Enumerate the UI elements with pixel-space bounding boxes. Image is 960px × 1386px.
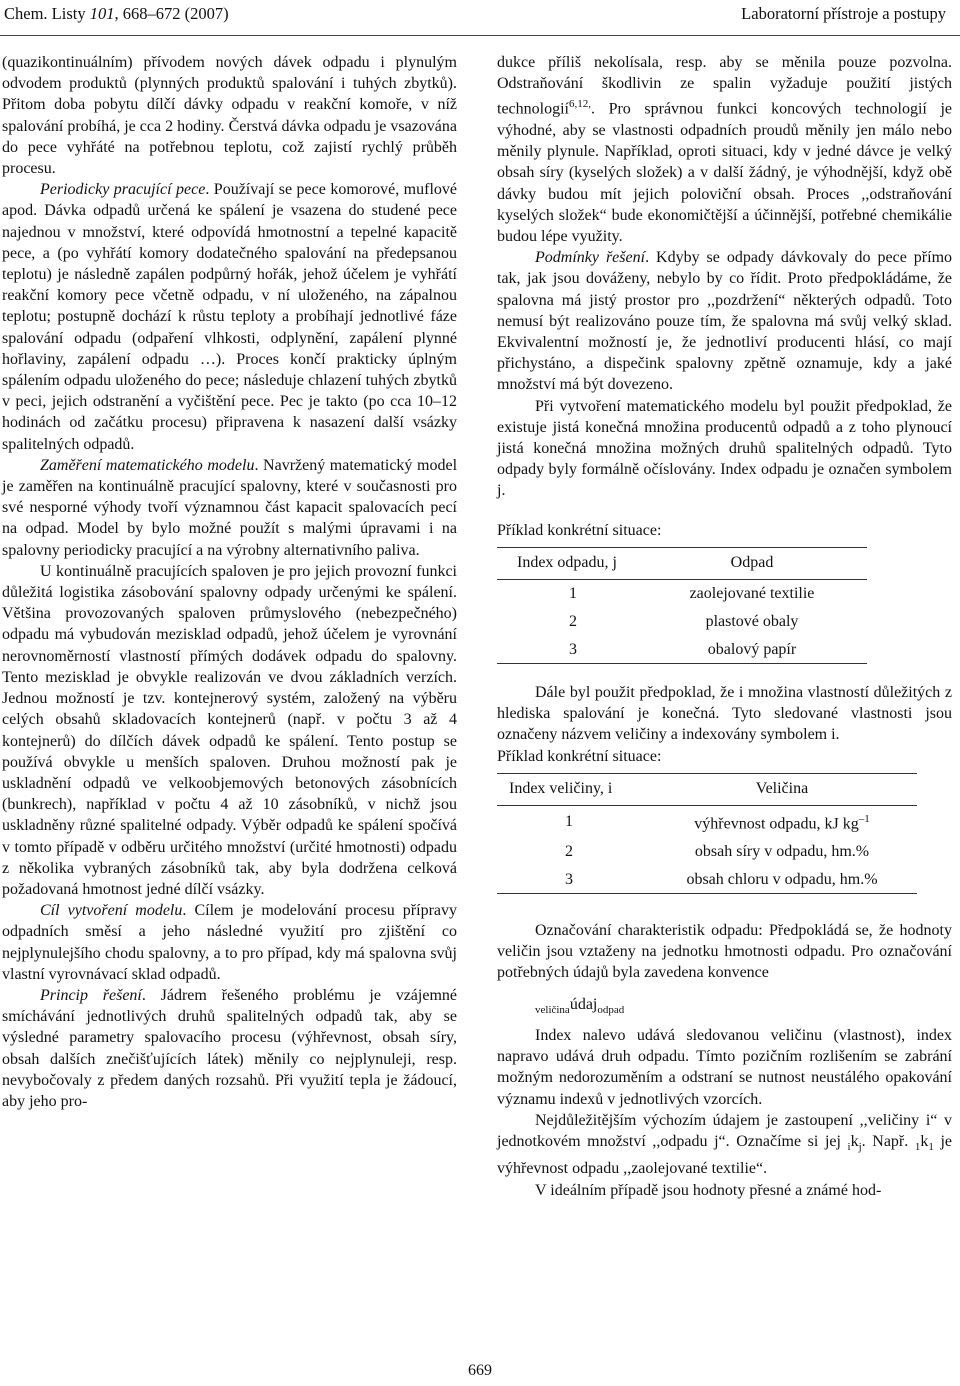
paragraph-text: je výhřevnost odpadu ,,zaolejované textilie“. xyxy=(497,1133,953,1178)
paragraph xyxy=(497,52,952,247)
formula-right-index: odpad xyxy=(597,1003,625,1016)
table-cell: 1 xyxy=(565,813,573,831)
page-number: 669 xyxy=(468,1362,492,1379)
journal-volume: 101 xyxy=(89,4,115,23)
paragraph xyxy=(497,1110,952,1180)
index-sub: i xyxy=(847,1141,851,1154)
table-row xyxy=(497,636,867,664)
table-row xyxy=(497,608,867,636)
formula-left-index: veličina xyxy=(535,1003,570,1016)
table-cell: obalový papír xyxy=(637,636,867,664)
table-cell: 2 xyxy=(565,842,573,860)
table-cell: plastové obaly xyxy=(705,612,799,630)
paragraph-text: . Navržený matematický model je zaměřen na kontinuálně pracující spalovny, které v současnosti pro své nesporné výhody tvoří významnou část kapacit spalovacích pecí na odpad. Model by bylo možné použít s malými úpravami i na spalovny periodicky pracující a na výrobny alternativního paliva. xyxy=(2,456,458,559)
paragraph-text: . Pro správnou funkci koncových technologií je výhodné, aby se vlastnosti odpadních proudů měnily jen málo nebo měnily plynule. Například, oproti situaci, kdy v jedné dávce je velký obsah síry (kyselých složek) a v další žádný, je výhodnější, když obě dávky budou mít jejich poloviční obsah. Proces ,,odstraňování kyselých složek“ bude ekonomičtější a účinnější, potřebné chemikálie budou lépe využity. xyxy=(497,100,952,245)
table-cell: 2 xyxy=(569,612,577,630)
waste-index-table xyxy=(497,547,867,664)
table-cell: obsah chloru v odpadu, hm.% xyxy=(647,866,917,894)
page-header xyxy=(0,0,960,36)
paragraph: Index nalevo udává sledovanou veličinu (vlastnost), index napravo udává druh odpadu. Tímto pozičním rozlišením se zabrání možným nedorozuměním a odstraní se nutnost neustálého opakování významu indexů v jednotlivých vzorcích. xyxy=(497,1027,952,1108)
index-sub: 1 xyxy=(928,1141,934,1154)
formula-symbol: údaj xyxy=(569,995,598,1013)
table-header-row xyxy=(497,773,917,805)
paragraph xyxy=(2,985,457,1112)
paragraph: V ideálním případě jsou hodnoty přesné a známé hod- xyxy=(535,1181,882,1199)
paragraph-heading: Cíl vytvoření modelu xyxy=(40,902,183,920)
table-header-row xyxy=(497,547,867,579)
paragraph-text: . Kdyby se odpady dávkovaly do pece přímo tak, jak jsou dováženy, nebylo by co řídit. Proto předpokládáme, že spalovna má jistý prostor pro ,,pozdržení“ některých odpadů. Toto nemusí být realizováno pouze tím, že spalovna má svůj velký sklad. Ekvivalentní možností je, že jednotliví producenti hlásí, co mají přichystáno, a dispečink spalovny zpětně oznamuje, kdy a jaké množství má být dovezeno. xyxy=(497,249,953,394)
table-cell: obsah síry v odpadu, hm.% xyxy=(694,842,870,860)
index-sub: j xyxy=(858,1141,862,1154)
paragraph: Při vytvoření matematického modelu byl použit předpoklad, že existuje jistá konečná množina producentů odpadů a z toho plynoucí jistá konečná množina možných druhů spalitelných odpadů. Tyto odpady byly formálně očíslovány. Index odpadu je označen symbolem j. xyxy=(497,397,952,500)
table-cell: 3 xyxy=(497,866,647,894)
paragraph: Dále byl použit předpoklad, že i množina vlastností důležitých z hlediska spalování je konečná. Tyto sledované vlastnosti jsou označeny názvem veličiny a indexovány symbolem i. xyxy=(497,684,952,744)
index-sub: 1 xyxy=(914,1141,921,1154)
journal-citation xyxy=(4,4,229,24)
citation-ref: 6,12, xyxy=(568,98,591,111)
table-cell xyxy=(647,806,917,838)
paragraph: U kontinuálně pracujících spaloven je pro jejich provozní funkci důležitá logistika zásobování spalovny odpady určenými ke spálení. Většina provozovaných spaloven průmyslového (nebezpečného) odpadu má vybudován mezisklad odpadů, jehož účelem je vyrovnání nerovnoměrností vlastností přímých dodávek odpadu do spalovny. Tento mezisklad je obvykle realizován ve dvou základních verzích. Jednou možností je tzv. kontejnerový systém, založený na výběru celých obsahů skladovacích kontejnerů (např. v počtu 3 až 4 kontejnerů) do dílčích dávek odpadů ke spálení. Tento postup se používá obvykle u menších spaloven. Druhou možností pak je uskladnění odpadů ve velkoobjemových betonových zásobnících (bunkrech), například v počtu 4 až 10 zásobníků, v nichž jsou uskladněny různé spalitelné odpady. Výběr odpadů ke spálení spočívá v tomto případě v odběru určitého množství (určité hmotnosti) odpadu z několika vybraných zásobníků tak, aby byla dodržena celková požadovaná hmotnost jedné dílčí vsázky. xyxy=(2,562,457,898)
paragraph: (quazikontinuálním) přívodem nových dávek odpadu i plynulým odvodem produktů (plynných produktů spalování i tuhých zbytků). Přitom doba pobytu dílčí dávky odpadu v reakční komoře, v níž spalování probíhá, je cca 2 hodiny. Čerstvá dávka odpadu je vsazována do pece vyhřáté na potřebnou teplotu, což zajistí rychlý průběh procesu. xyxy=(2,54,457,178)
right-column xyxy=(497,52,952,1201)
paragraph xyxy=(2,900,457,985)
paragraph-heading: Periodicky pracující pece xyxy=(40,181,206,199)
paragraph-heading: Zaměření matematického modelu xyxy=(40,456,255,474)
paragraph: Označování charakteristik odpadu: Předpokládá se, že hodnoty veličin jsou vztaženy na jednotku hmotnosti odpadu. Pro označování potřebných údajů byla zavedena konvence xyxy=(497,922,952,982)
symbol: k xyxy=(920,1133,929,1151)
left-column xyxy=(2,52,457,1112)
paragraph-text: . Např. xyxy=(861,1133,915,1151)
paragraph xyxy=(2,455,457,561)
paragraph xyxy=(2,179,457,455)
column-header: Index odpadu, j xyxy=(497,547,637,579)
table-caption: Příklad konkrétní situace: xyxy=(497,747,662,765)
column-header: Index veličiny, i xyxy=(497,773,647,805)
unit-exponent: –1 xyxy=(858,813,870,826)
paragraph-text: dukce příliš nekolísala, resp. aby se měnila pouze pozvolna. Odstraňování škodlivin ze spalin vyžaduje použití jistých technologií xyxy=(497,54,952,118)
journal-pages: , 668–672 (2007) xyxy=(114,4,229,23)
quantity-index-table xyxy=(497,773,917,894)
paragraph-text: . Jádrem řešeného problému je vzájemné smíchávání jednotlivých druhů spalitelných odpadů tak, aby se výsledné parametry spalovacího procesu (výhřevnost, obsah síry, obsah dalších znečišťujících látek) měnily co nejplynuleji, resp. nevybočovaly z předem daných rozsahů. Při využití tepla je žádoucí, aby jeho pro- xyxy=(2,986,457,1110)
paragraph-text: . Používají se pece komorové, muflové apod. Dávka odpadů určená ke spálení je vsazena do studené pece najednou v množství, které odpovídá hmotnostní a tepelné kapacitě pece, a (po vyhřátí komory dodatečného spalování na předepsanou teplotu) je následně zapálen podpůrný hořák, jehož účelem je vyhřátí reakční komory pece včetně odpadu, v ní uloženého, na zápalnou teplotu; postupně dochází k růstu teploty a probíhají jednotlivé fáze spalování odpadu (odpaření vlhkosti, odplynění, zapálení plynné hořlaviny, zapálení odpadu …). Proces končí prakticky úplným spálením odpadu uloženého do pece; následuje chlazení tuhých zbytků v peci, jejich odstranění a vyčištění pece. Pec je takto (po cca 10–12 hodinách od začátku procesu) připravena k nasazení další vsázky spalitelných odpadů. xyxy=(2,181,457,453)
table-row xyxy=(497,866,917,894)
paragraph xyxy=(497,247,952,395)
symbol: k xyxy=(850,1133,859,1151)
column-header: Veličina xyxy=(647,773,917,805)
paragraph-heading: Podmínky řešení xyxy=(535,249,646,267)
section-title: Laboratorní přístroje a postupy xyxy=(741,4,946,23)
formula xyxy=(535,994,952,1021)
paragraph-text: . Cílem je modelování procesu přípravy odpadních směsí a jeho následné využití pro zjištění co nejplynulejšího chodu spalovny, a to pro případ, kdy má spalovna svůj vlastní vyrovnávací sklad odpadů. xyxy=(2,902,457,983)
journal-name: Chem. Listy xyxy=(4,4,90,23)
table-cell: 3 xyxy=(497,636,637,664)
table-row xyxy=(497,838,917,866)
table-row xyxy=(497,580,867,608)
table-row xyxy=(497,806,917,838)
paragraph-heading: Princip řešení xyxy=(40,986,142,1004)
table-cell: zaolejované textilie xyxy=(689,585,815,603)
table-cell: 1 xyxy=(569,585,577,603)
table-caption: Příklad konkrétní situace: xyxy=(497,521,662,539)
cell-text: výhřevnost odpadu, kJ kg xyxy=(694,815,859,833)
column-header: Odpad xyxy=(637,547,867,579)
paragraph-text: Nejdůležitějším výchozím údajem je zastoupení ,,veličiny i“ v jednotkovém množství ,,odpadu j“. Označíme si jej xyxy=(497,1111,952,1151)
